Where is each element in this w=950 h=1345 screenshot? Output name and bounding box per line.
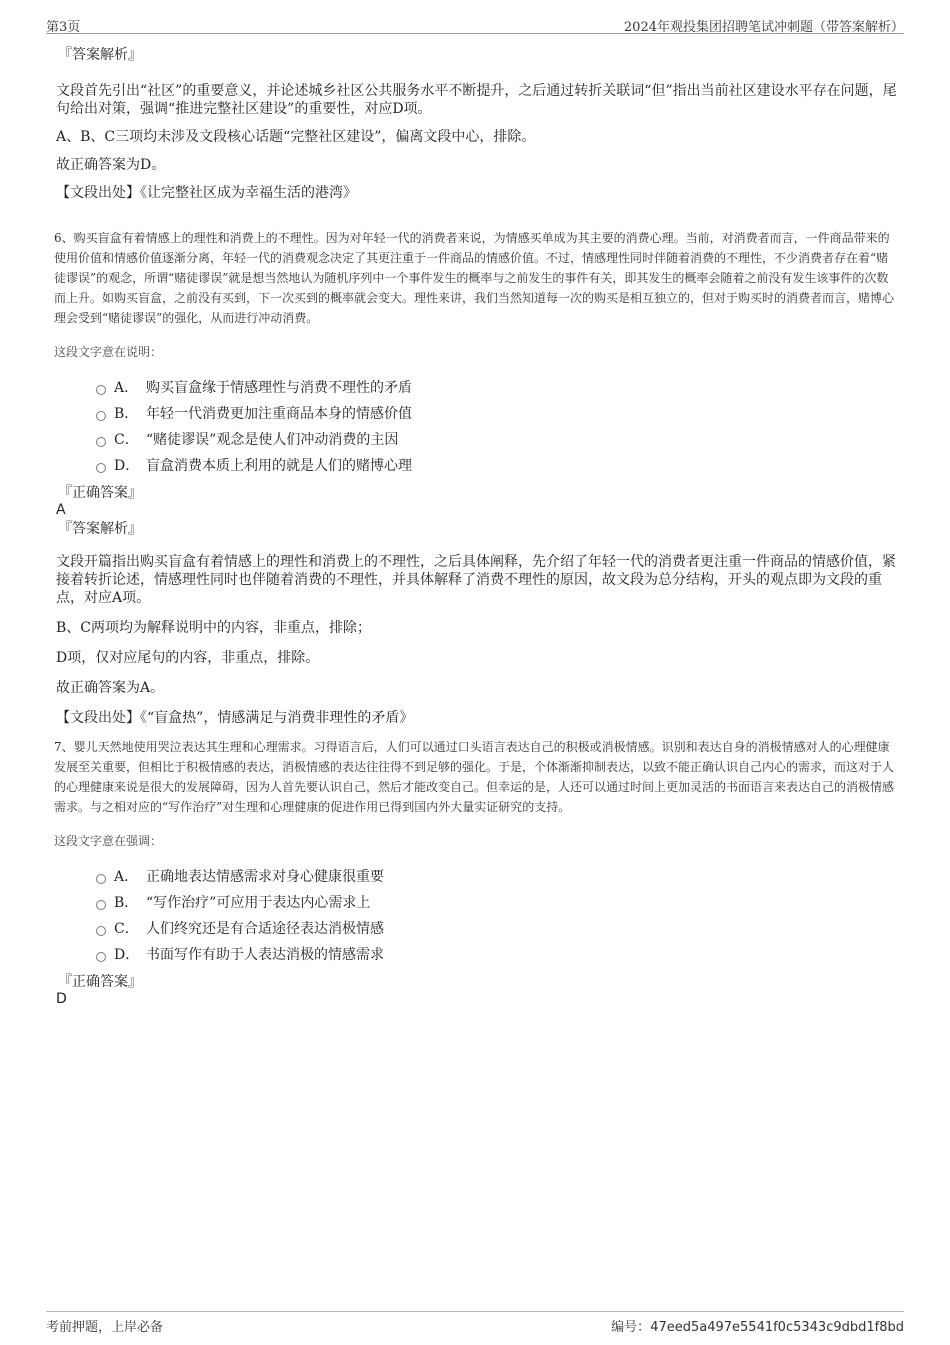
page-header xyxy=(46,14,904,34)
q6-analysis-p4: 故正确答案为A。 xyxy=(56,680,165,696)
radio-icon[interactable] xyxy=(96,385,106,395)
page-footer xyxy=(46,1311,904,1335)
radio-icon[interactable] xyxy=(96,463,106,473)
q5-analysis-p1: 文段首先引出“社区”的重要意义，并论述城乡社区公共服务水平不断提升，之后通过转折关联词“但”指出当前社区建设水平存在问题，尾句给出对策，强调“推进完整社区建设”的重要性，对应D项。 xyxy=(56,83,897,117)
q7-option-a[interactable] xyxy=(96,863,898,889)
option-letter: C． xyxy=(114,432,139,448)
q5-source: 【文段出处】《让完整社区成为幸福生活的港湾》 xyxy=(56,185,357,201)
radio-icon[interactable] xyxy=(96,926,106,936)
footer-slogan: 考前押题，上岸必备 xyxy=(46,1320,164,1335)
q6-analysis-p1: 文段开篇指出购买盲盒有着情感上的理性和消费上的不理性，之后具体阐释，先介绍了年轻一代的消费者更注重一件商品的情感价值，紧接着转折论述，情感理性同时也伴随着消费的不理性，并具体解释了消费不理性的原因，故文段为总分结构，开头的观点即为文段的重点，对应A项。 xyxy=(56,554,896,606)
radio-icon[interactable] xyxy=(96,437,106,447)
q5-analysis-heading: 『答案解析』 xyxy=(58,47,142,63)
option-letter: C． xyxy=(114,921,139,937)
q7-question-text: 7、婴儿天然地使用哭泣表达其生理和心理需求。习得语言后，人们可以通过口头语言表达自己的积极或消极情感。识别和表达自身的消极情感对人的心理健康发展至关重要，但相比于积极情感的表达，消极情感的表达往往得不到足够的强化。于是，个体渐渐抑制表达，以致不能正确认识自己内心的需求，而这对于人的心理健康来说是很大的发展障碍，因为人首先要认识自己，然后才能改变自己。但幸运的是，人还可以通过时间上更加灵活的书面语言来表达自己的消极情感需求。与之相对应的“写作治疗”对生理和心理健康的促进作用已得到国内外大量实证研究的支持。 xyxy=(54,740,895,814)
option-text: 购买盲盒缘于情感理性与消费不理性的矛盾 xyxy=(146,380,412,396)
footer-code-block xyxy=(611,1316,904,1335)
q6-analysis-p2: B、C两项均为解释说明中的内容，非重点，排除； xyxy=(56,620,371,636)
q6-analysis-p3: D项，仅对应尾句的内容，非重点，排除。 xyxy=(56,650,320,666)
option-text: 盲盒消费本质上利用的就是人们的赌博心理 xyxy=(146,458,412,474)
radio-icon[interactable] xyxy=(96,900,106,910)
q7-options xyxy=(96,863,898,967)
q5-analysis-p2: A、B、C三项均未涉及文段核心话题“完整社区建设”，偏离文段中心，排除。 xyxy=(56,129,536,145)
radio-icon[interactable] xyxy=(96,411,106,421)
option-text: 正确地表达情感需求对身心健康很重要 xyxy=(146,869,384,885)
option-letter: A． xyxy=(114,869,139,885)
option-letter: B． xyxy=(114,406,139,422)
q7-option-d[interactable] xyxy=(96,941,898,967)
option-letter: D． xyxy=(114,947,140,963)
option-text: 年轻一代消费更加注重商品本身的情感价值 xyxy=(146,406,412,422)
option-letter: B． xyxy=(114,895,139,911)
option-text: 书面写作有助于人表达消极的情感需求 xyxy=(146,947,384,963)
radio-icon[interactable] xyxy=(96,874,106,884)
q6-analysis-heading: 『答案解析』 xyxy=(58,521,142,537)
page-content xyxy=(56,46,898,1007)
q6-answer: A xyxy=(56,502,66,518)
q6-question-text: 6、购买盲盒有着情感上的理性和消费上的不理性。因为对年轻一代的消费者来说，为情感买单成为其主要的消费心理。当前，对消费者而言，一件商品带来的使用价值和情感价值逐渐分离，年轻一代的消费观念决定了其更注重于一件商品的情感价值。不过，情感理性同时伴随着消费的不理性，不少消费者存在着“赌徒谬误”的观念，所谓“赌徒谬误”就是想当然地认为随机序列中一个事件发生的概率与之前发生的事件有关，即其发生的概率会随着之前没有发生该事件的次数而上升。如购买盲盒，之前没有买到，下一次买到的概率就会变大。理性来讲，我们当然知道每一次的购买是相互独立的，但对于购买时的消费者而言，赌博心理会受到“赌徒谬误”的强化，从而进行冲动消费。 xyxy=(54,231,895,325)
radio-icon[interactable] xyxy=(96,952,106,962)
q6-options xyxy=(96,374,898,478)
q6-prompt: 这段文字意在说明： xyxy=(54,345,163,359)
q5-analysis-p3: 故正确答案为D。 xyxy=(56,157,166,173)
q6-answer-heading: 『正确答案』 xyxy=(58,485,142,501)
footer-code-label: 编号： xyxy=(611,1320,651,1335)
option-letter: D． xyxy=(114,458,140,474)
page-number: 第3页 xyxy=(46,20,81,35)
option-text: “写作治疗”可应用于表达内心需求上 xyxy=(146,895,371,911)
option-text: 人们终究还是有合适途径表达消极情感 xyxy=(146,921,384,937)
q6-option-c[interactable] xyxy=(96,426,898,452)
option-letter: A． xyxy=(114,380,139,396)
q7-option-b[interactable] xyxy=(96,889,898,915)
q6-option-b[interactable] xyxy=(96,400,898,426)
footer-code: 47eed5a497e5541f0c5343c9dbd1f8bd xyxy=(650,1320,904,1335)
option-text: “赌徒谬误”观念是使人们冲动消费的主因 xyxy=(146,432,399,448)
q7-answer-heading: 『正确答案』 xyxy=(58,974,142,990)
q6-option-a[interactable] xyxy=(96,374,898,400)
q6-source: 【文段出处】《“盲盒热”，情感满足与消费非理性的矛盾》 xyxy=(56,710,414,726)
q7-prompt: 这段文字意在强调： xyxy=(54,834,163,848)
q7-option-c[interactable] xyxy=(96,915,898,941)
q6-option-d[interactable] xyxy=(96,452,898,478)
q7-answer: D xyxy=(56,991,67,1007)
document-title: 2024年观投集团招聘笔试冲刺题（带答案解析） xyxy=(623,20,904,35)
